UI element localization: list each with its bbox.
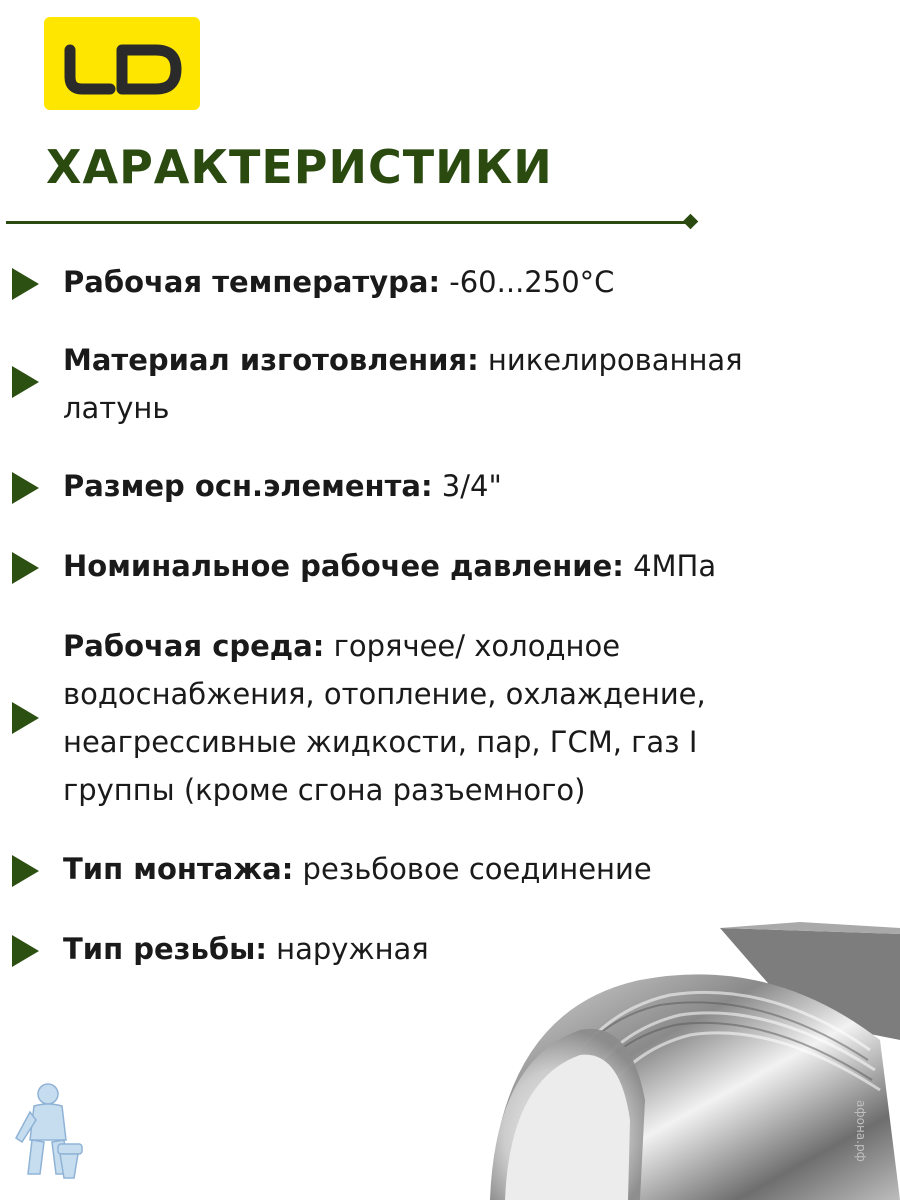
- spec-text: [63, 845, 853, 893]
- triangle-right-icon: [12, 552, 39, 584]
- spec-label: Рабочая температура:: [63, 265, 441, 299]
- spec-value: никелированная латунь: [63, 343, 743, 425]
- logo-mark: [44, 17, 200, 110]
- spec-value: горячее/ холодное водоснабжения, отопление, охлаждение, неагрессивные жидкости, пар, ГСМ, газ I группы (кроме сгона разъемного): [63, 629, 706, 807]
- plumber-mascot-icon: [8, 1078, 88, 1188]
- spec-value: 4МПа: [633, 549, 717, 583]
- site-watermark: афона.рф: [854, 1100, 868, 1162]
- threaded-fitting-photo: [470, 920, 900, 1200]
- triangle-right-icon: [12, 472, 39, 504]
- triangle-right-icon: [12, 366, 39, 398]
- spec-label: Тип резьбы:: [63, 932, 267, 966]
- spec-label: Номинальное рабочее давление:: [63, 549, 624, 583]
- spec-label: Размер осн.элемента:: [63, 469, 433, 503]
- spec-value: резьбовое соединение: [302, 852, 652, 886]
- title-divider: [6, 221, 692, 224]
- spec-value: 3/4": [441, 469, 502, 503]
- spec-text: [63, 542, 853, 590]
- divider-diamond: [683, 214, 699, 230]
- triangle-right-icon: [12, 935, 39, 967]
- spec-text: [63, 462, 853, 510]
- page-title: ХАРАКТЕРИСТИКИ: [46, 140, 553, 194]
- spec-label: Материал изготовления:: [63, 343, 479, 377]
- spec-label: Тип монтажа:: [63, 852, 294, 886]
- spec-label: Рабочая среда:: [63, 629, 325, 663]
- triangle-right-icon: [12, 702, 39, 734]
- spec-text: [63, 258, 853, 306]
- spec-text: [63, 622, 783, 814]
- spec-value: -60...250°C: [449, 265, 615, 299]
- spec-text: [63, 336, 853, 432]
- triangle-right-icon: [12, 855, 39, 887]
- spec-value: наружная: [276, 932, 429, 966]
- brand-logo: [44, 17, 200, 110]
- triangle-right-icon: [12, 268, 39, 300]
